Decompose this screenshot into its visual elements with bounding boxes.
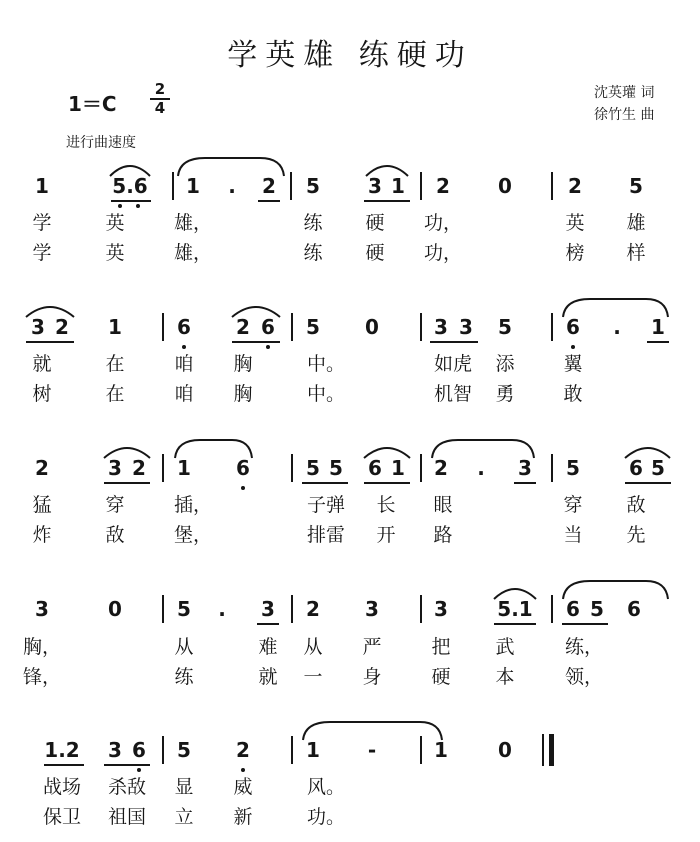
lyric: 咱 (174, 353, 194, 375)
low-octave-dot (241, 486, 245, 490)
lyric: 眼 (433, 494, 453, 516)
note: 2 (236, 315, 250, 339)
bar-line (291, 313, 293, 341)
note: 5 (629, 174, 643, 198)
low-octave-dot (118, 204, 122, 208)
beat-underline (364, 482, 410, 484)
note: 1.2 (44, 738, 80, 762)
note: 2 (236, 738, 250, 762)
note: 6 (627, 597, 641, 621)
lyric: 开 (376, 524, 396, 546)
lyric: 样 (626, 242, 646, 264)
time-signature-bottom: 4 (154, 99, 166, 117)
note: . (477, 456, 485, 480)
bar-line (291, 454, 293, 482)
lyric: 功。 (306, 806, 346, 828)
lyric: 在 (105, 383, 125, 405)
bar-line (551, 313, 553, 341)
note: - (367, 738, 377, 762)
lyric: 练 (303, 242, 323, 264)
note: 2 (436, 174, 450, 198)
note: 6 (261, 315, 275, 339)
lyric: 本 (495, 666, 515, 688)
bar-line (420, 313, 422, 341)
note: 2 (132, 456, 146, 480)
lyric: 长 (376, 494, 396, 516)
note: 2 (262, 174, 276, 198)
bar-line (291, 736, 293, 764)
note: 2 (35, 456, 49, 480)
note: 6 (177, 315, 191, 339)
lyric: 中。 (306, 353, 346, 375)
lyric: 敌 (105, 524, 125, 546)
note: 6 (368, 456, 382, 480)
lyric: 硬 (365, 212, 385, 234)
lyric: 机智 (433, 383, 473, 405)
note: 3 (434, 315, 448, 339)
bar-line (172, 172, 174, 200)
final-bar-thin (542, 734, 544, 766)
lyric: 排雷 (306, 524, 346, 546)
lyric: 就 (32, 353, 52, 375)
note: 5 (590, 597, 604, 621)
low-octave-dot (571, 345, 575, 349)
lyric: 雄， (173, 242, 213, 264)
note: 5 (306, 174, 320, 198)
lyric: 添 (495, 353, 515, 375)
lyric: 保卫 (42, 806, 82, 828)
note: 5 (329, 456, 343, 480)
note: 1 (108, 315, 122, 339)
note: 3 (365, 597, 379, 621)
beat-underline (232, 341, 280, 343)
lyric: 树 (32, 383, 52, 405)
lyric: 雄 (626, 212, 646, 234)
note: 5 (498, 315, 512, 339)
bar-line (290, 172, 292, 200)
note: 0 (365, 315, 379, 339)
lyric: 当 (563, 524, 583, 546)
bar-line (420, 595, 422, 623)
lyric: 练 (174, 666, 194, 688)
time-signature (150, 82, 170, 116)
note: 1 (306, 738, 320, 762)
note: 5.6 (112, 174, 148, 198)
time-signature-top: 2 (154, 80, 166, 98)
note: 3 (518, 456, 532, 480)
bar-line (551, 454, 553, 482)
note: 6 (132, 738, 146, 762)
lyric: 把 (431, 636, 451, 658)
lyric: 立 (174, 806, 194, 828)
beat-underline (104, 482, 150, 484)
beat-underline (26, 341, 74, 343)
bar-line (420, 736, 422, 764)
note: 1 (186, 174, 200, 198)
lyric: 就 (258, 666, 278, 688)
note: 3 (108, 738, 122, 762)
lyric: 武 (495, 636, 515, 658)
note: 3 (31, 315, 45, 339)
lyric: 学 (32, 242, 52, 264)
lyric: 在 (105, 353, 125, 375)
bar-line (162, 736, 164, 764)
song-title: 学英雄 练硬功 (227, 38, 473, 73)
lyric: 学 (32, 212, 52, 234)
bar-line (162, 454, 164, 482)
note: 3 (261, 597, 275, 621)
beat-underline (364, 200, 410, 202)
beat-underline (302, 482, 348, 484)
key-signature: 1＝C (68, 92, 117, 116)
lyric: 敌 (626, 494, 646, 516)
note: 1 (177, 456, 191, 480)
lyric: 锋， (22, 666, 62, 688)
beat-underline (647, 341, 669, 343)
bar-line (551, 172, 553, 200)
note: 0 (498, 738, 512, 762)
lyric: 穿 (563, 494, 583, 516)
note: . (218, 597, 226, 621)
low-octave-dot (182, 345, 186, 349)
note: 1 (35, 174, 49, 198)
note: 1 (651, 315, 665, 339)
lyric: 显 (174, 776, 194, 798)
beat-underline (104, 764, 150, 766)
low-octave-dot (266, 345, 270, 349)
lyric: 榜 (565, 242, 585, 264)
lyric: 雄， (173, 212, 213, 234)
composer-credit: 徐竹生 曲 (594, 107, 655, 123)
note: 5 (651, 456, 665, 480)
lyric: 炸 (32, 524, 52, 546)
lyric: 严 (362, 636, 382, 658)
lyric: 威 (233, 776, 253, 798)
bar-line (551, 595, 553, 623)
lyric: 身 (362, 666, 382, 688)
beat-underline (430, 341, 478, 343)
lyric: 先 (626, 524, 646, 546)
lyric: 英 (105, 212, 125, 234)
note: 2 (55, 315, 69, 339)
lyric: 胸 (233, 353, 253, 375)
lyric: 祖国 (107, 806, 147, 828)
lyric: 功， (423, 212, 463, 234)
lyric: 杀敌 (107, 776, 147, 798)
final-bar-thick (549, 734, 554, 766)
note: 0 (498, 174, 512, 198)
lyric: 风。 (306, 776, 346, 798)
note: 5 (177, 597, 191, 621)
beat-underline (625, 482, 671, 484)
low-octave-dot (241, 768, 245, 772)
note: 6 (629, 456, 643, 480)
beat-underline (257, 623, 279, 625)
lyric: 路 (433, 524, 453, 546)
note: 6 (566, 315, 580, 339)
lyric: 英 (565, 212, 585, 234)
beat-underline (44, 764, 84, 766)
bar-line (420, 172, 422, 200)
lyric: 翼 (563, 353, 583, 375)
note: 2 (568, 174, 582, 198)
lyric: 猛 (32, 494, 52, 516)
lyric: 一 (303, 666, 323, 688)
note: . (613, 315, 621, 339)
low-octave-dot (136, 204, 140, 208)
bar-line (420, 454, 422, 482)
note: 5 (306, 315, 320, 339)
note: 1 (434, 738, 448, 762)
note: 5 (177, 738, 191, 762)
note: 3 (35, 597, 49, 621)
note: 3 (459, 315, 473, 339)
lyric: 中。 (306, 383, 346, 405)
tempo-marking: 进行曲速度 (66, 135, 136, 151)
lyric: 穿 (105, 494, 125, 516)
lyric: 英 (105, 242, 125, 264)
note: 3 (108, 456, 122, 480)
lyric: 咱 (174, 383, 194, 405)
note: 6 (236, 456, 250, 480)
lyric: 从 (174, 636, 194, 658)
lyricist-credit: 沈英瓘 词 (594, 85, 655, 101)
lyric: 插， (173, 494, 213, 516)
beat-underline (258, 200, 280, 202)
lyric: 子弹 (306, 494, 346, 516)
note: 1 (391, 174, 405, 198)
lyric: 勇 (495, 383, 515, 405)
lyric: 功， (423, 242, 463, 264)
note: 2 (306, 597, 320, 621)
beat-underline (111, 200, 151, 202)
lyric: 难 (258, 636, 278, 658)
lyric: 新 (233, 806, 253, 828)
lyric: 硬 (431, 666, 451, 688)
note: 6 (566, 597, 580, 621)
note: 5.1 (497, 597, 533, 621)
bar-line (162, 313, 164, 341)
note: . (228, 174, 236, 198)
lyric: 胸， (22, 636, 62, 658)
note: 2 (434, 456, 448, 480)
lyric: 战场 (42, 776, 82, 798)
lyric: 堡， (173, 524, 213, 546)
beat-underline (562, 623, 608, 625)
lyric: 敢 (563, 383, 583, 405)
lyric: 练 (303, 212, 323, 234)
note: 3 (434, 597, 448, 621)
note: 3 (368, 174, 382, 198)
bar-line (162, 595, 164, 623)
lyric: 练， (564, 636, 604, 658)
bar-line (291, 595, 293, 623)
note: 5 (566, 456, 580, 480)
beat-underline (514, 482, 536, 484)
lyric: 如虎 (433, 353, 473, 375)
lyric: 硬 (365, 242, 385, 264)
lyric: 从 (303, 636, 323, 658)
beat-underline (494, 623, 536, 625)
note: 1 (391, 456, 405, 480)
note: 0 (108, 597, 122, 621)
low-octave-dot (137, 768, 141, 772)
lyric: 领， (564, 666, 604, 688)
lyric: 胸 (233, 383, 253, 405)
note: 5 (306, 456, 320, 480)
